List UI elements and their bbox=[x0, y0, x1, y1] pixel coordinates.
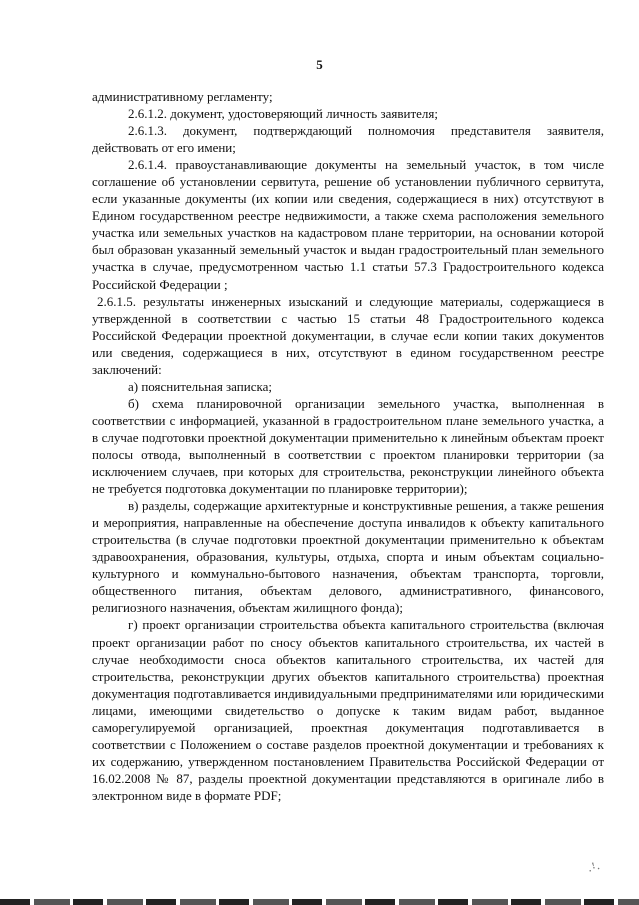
paragraph-item-v: в) разделы, содержащие архитектурные и конструктивные решения, а также решения и мероприятия, направленные на обеспечение доступа инвалидов к объекту капитального строительства (в случае подготовки проектной документации применительно к объектам здравоохранения, образования, культуры, отдыха, спорта и иным объектам социально-культурного и коммунально-бытового назначения, объектам транспорта, торговли, общественного питания, объектам делового, административного, финансового, религиозного назначения, объектам жилищного фонда); bbox=[92, 498, 604, 616]
scan-artifact: ·ꜝ· bbox=[586, 860, 603, 879]
document-body bbox=[92, 88, 604, 804]
paragraph-item-b: б) схема планировочной организации земельного участка, выполненная в соответствии с информацией, указанной в градостроительном плане земельного участка, а в случае подготовки проектной документации применительно к линейным объектам проект полосы отвода, выполненный в соответствии с проектом планировки территории (за исключением случаев, при которых для строительства, реконструкции линейного объекта не требуется подготовка документации по планировке территории); bbox=[92, 395, 604, 497]
paragraph-2-6-1-4: 2.6.1.4. правоустанавливающие документы на земельный участок, в том числе соглашение об установлении сервитута, решение об установлении публичного сервитута, если указанные документы (их копии или сведения, содержащиеся в них) отсутствуют в Едином государственном реестре недвижимости, а также схема расположения земельного участка или земельных участков на кадастровом плане территории, на основании которой был образован указанный земельный участок и выдан градостроительный план земельного участка в случае, предусмотренном частью 1.1 статьи 57.3 Градостроительного кодекса Российской Федерации ; bbox=[92, 157, 604, 292]
paragraph-2-6-1-2: 2.6.1.2. документ, удостоверяющий личность заявителя; bbox=[128, 106, 438, 122]
paragraph-regulation-end: административному регламенту; bbox=[92, 89, 273, 104]
paragraph-item-g: г) проект организации строительства объекта капитального строительства (включая проект организации работ по сносу объектов капитального строительства, их частей в случае необходимости сноса объектов капитального строительства, их частей для строительства, реконструкции других объектов капитального строительства) проектная документация подготавливается индивидуальными предпринимателями или юридическими лицами, имеющими свидетельство о допуске к таким видам работ, выданное саморегулируемой организацией, проектная документация подготавливается в соответствии с Положением о составе разделов проектной документации и требованиях к их содержанию, утвержденном постановлением Правительства Российской Федерации от 16.02.2008 № 87, разделы проектной документации представляются в оригинале либо в электронном виде в формате PDF; bbox=[92, 617, 604, 803]
paragraph-2-6-1-3: 2.6.1.3. документ, подтверждающий полномочия представителя заявителя, действовать от его имени; bbox=[92, 123, 604, 156]
paragraph-2-6-1-5: 2.6.1.5. результаты инженерных изысканий и следующие материалы, содержащиеся в утвержденной в соответствии с частью 15 статьи 48 Градостроительного кодекса Российской Федерации проектной документации, в случае если копии таких документов или сведения, содержащиеся в них, отсутствуют в едином государственном реестре заключений: bbox=[92, 293, 604, 377]
scan-bottom-edge bbox=[0, 899, 639, 905]
paragraph-item-a: а) пояснительная записка; bbox=[128, 378, 272, 394]
page-number: 5 bbox=[316, 57, 323, 72]
